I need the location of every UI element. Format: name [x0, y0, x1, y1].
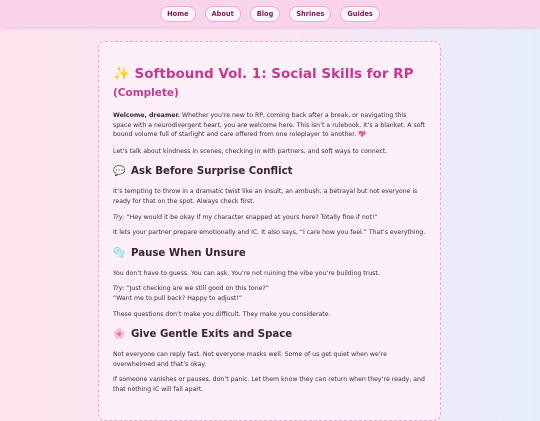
lead-paragraph: Let’s talk about kindness in scenes, checking in with partners, and soft ways to connect.: [113, 147, 388, 155]
try-text: “Just checking are we still good on this tone?”: [124, 285, 269, 293]
nav-blog-button[interactable]: Blog: [250, 6, 281, 22]
try-text-2: “Want me to pull back? Happy to adjust!”: [113, 294, 243, 302]
section-heading-text: Give Gentle Exits and Space: [131, 329, 293, 341]
section-heading-pause: [113, 248, 426, 260]
section-paragraph: If someone vanishes or pauses, don’t panic. Let them know they can return when they’re ready, and that nothing IC will fall apart.: [113, 376, 425, 393]
content-card: [98, 41, 441, 421]
section-paragraph: It’s tempting to throw in a dramatic twist like an insult, an ambush, a betrayal but not everyone is ready for that on the spot. Always check first.: [113, 188, 418, 205]
try-example: [113, 284, 426, 303]
nav-home-button[interactable]: Home: [160, 6, 195, 22]
section-heading-text: Ask Before Surprise Conflict: [131, 166, 293, 178]
page-title-text: Softbound Vol. 1: Social Skills for RP: [134, 66, 414, 82]
nav-about-button[interactable]: About: [205, 6, 241, 22]
section-paragraph: You don’t have to guess. You can ask. You’re not ruining the vibe you’re building trust.: [113, 269, 380, 277]
intro-bold: Welcome, dreamer.: [113, 112, 181, 119]
try-label: Try:: [113, 213, 125, 221]
section-heading-text: Pause When Unsure: [131, 247, 246, 259]
intro-text: Whether you’re new to RP, coming back after a break, or navigating this space with a neurodivergent heart, you are welcome here. This isn’t a rulebook. It’s a blanket. A soft bound volume full of starlight and care offered from one roleplayer to another. 💖: [113, 112, 425, 139]
page-subtitle: (Complete): [113, 87, 179, 99]
blossom-icon: 🌸: [113, 329, 126, 341]
try-text: “Hey would it be okay if my character snapped at yours here? Totally fine if not!”: [124, 213, 378, 221]
top-navbar: [0, 0, 540, 27]
section-paragraph: It lets your partner prepare emotionally and IC. It also says, “I care how you feel.” That’s everything.: [113, 229, 426, 237]
try-example: [113, 213, 426, 223]
intro-paragraph: [113, 111, 426, 140]
bubbles-icon: 🫧: [113, 247, 126, 259]
try-label: Try:: [113, 285, 125, 293]
page-title: [113, 66, 426, 83]
section-paragraph: These questions don’t make you difficult. They make you considerate.: [113, 310, 331, 318]
speech-bubble-icon: 💬: [113, 166, 126, 178]
sparkles-icon: ✨: [113, 66, 130, 82]
section-heading-ask: [113, 166, 426, 178]
nav-shrines-button[interactable]: Shrines: [289, 6, 331, 22]
nav-guides-button[interactable]: Guides: [340, 6, 379, 22]
section-heading-exits: [113, 329, 426, 341]
section-paragraph: Not everyone can reply fast. Not everyone masks well. Some of us get quiet when we’re overwhelmed and that’s okay.: [113, 351, 387, 368]
